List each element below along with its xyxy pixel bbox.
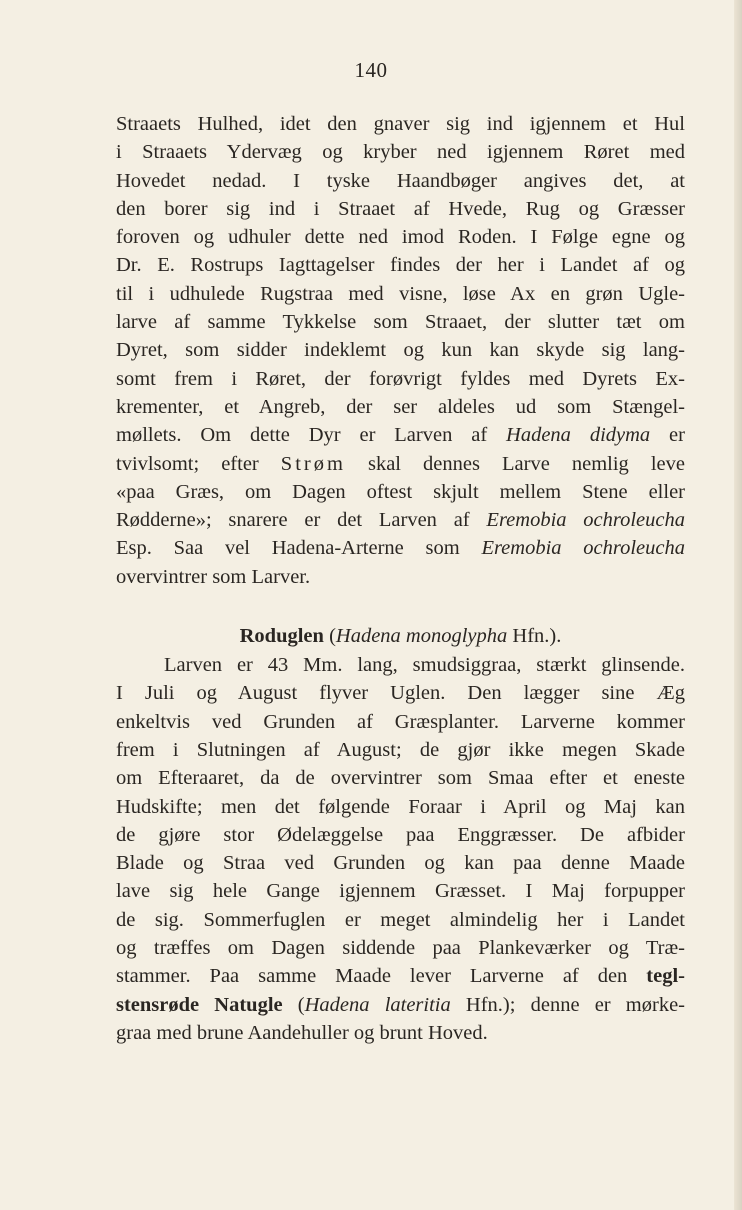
text-segment: er xyxy=(650,424,685,447)
section-heading: Roduglen (Hadena monoglypha Hfn.). xyxy=(239,625,562,648)
text-line: den borer sig ind i Straaet af Hvede, Rug og Græsser xyxy=(116,197,685,220)
text-segment: stammer. Paa samme Maade lever Larverne af den xyxy=(116,965,647,988)
heading-species: Hadena monoglypha xyxy=(335,625,508,648)
text-line: Larven er 43 Mm. lang, smudsiggraa, stærkt glinsende. xyxy=(164,654,685,677)
text-line xyxy=(116,506,685,534)
text-line xyxy=(116,534,685,562)
text-line: «paa Græs, om Dagen oftest skjult mellem Stene eller xyxy=(116,480,685,503)
text-line: de sig. Sommerfuglen er meget almindelig her i Landet xyxy=(116,908,685,931)
text-line: krementer, et Angreb, der ser aldeles ud som Stængel- xyxy=(116,395,685,418)
text-line: somt frem i Røret, der forøvrigt fyldes med Dyrets Ex- xyxy=(116,367,685,390)
text-line: Blade og Straa ved Grunden og kan paa denne Maade xyxy=(116,852,685,875)
text-line: overvintrer som Larver. xyxy=(116,565,311,588)
text-line: og træffes om Dagen siddende paa Plankeværker og Træ- xyxy=(116,937,685,960)
text-segment: tvivlsomt; efter xyxy=(116,452,281,475)
text-line: frem i Slutningen af August; de gjør ikke megen Skade xyxy=(116,738,685,761)
text-segment: møllets. Om dette Dyr er Larven af xyxy=(116,424,507,447)
text-line: foroven og udhuler dette ned imod Roden. I Følge egne og xyxy=(116,226,685,249)
text-segment: Hfn.); denne er mørke- xyxy=(450,993,685,1016)
text-line: i Straaets Ydervæg og kryber ned igjennem Røret med xyxy=(116,141,685,164)
text-line: enkeltvis ved Grunden af Græsplanter. Larverne kommer xyxy=(116,710,685,733)
text-line: Dyret, som sidder indeklemt og kun kan skyde sig lang- xyxy=(116,339,685,362)
heading-title: Roduglen xyxy=(239,625,324,648)
species-common-name: tegl- xyxy=(646,965,685,988)
species-name: Eremobia ochroleucha xyxy=(486,509,685,532)
text-line: Hudskifte; men det følgende Foraar i April og Maj kan xyxy=(116,795,685,818)
species-common-name: stensrøde Natugle xyxy=(116,993,283,1016)
text-line: Straaets Hulhed, idet den gnaver sig ind igjennem et Hul xyxy=(116,113,685,135)
text-line: Hovedet nedad. I tyske Haandbøger angives det, at xyxy=(116,169,685,192)
text-line xyxy=(116,421,685,449)
text-line: Dr. E. Rostrups Iagttagelser findes der her i Landet af og xyxy=(116,254,685,277)
species-name: Eremobia ochroleucha xyxy=(481,537,685,560)
text-segment: skal dennes Larve nemlig leve xyxy=(345,452,685,475)
text-line: I Juli og August flyver Uglen. Den lægger sine Æg xyxy=(116,682,685,705)
text-line: stensrøde Natugle (Hadena lateritia Hfn.); denne er mørke- xyxy=(116,993,685,1016)
species-name: Hadena didyma xyxy=(506,424,651,447)
text-line: lave sig hele Gange igjennem Græsset. I Maj forpupper xyxy=(116,880,685,903)
text-line: om Efteraaret, da de overvintrer som Smaa efter et eneste xyxy=(116,767,685,790)
text-line: de gjøre stor Ødelæggelse paa Enggræsser. De afbider xyxy=(116,823,685,846)
text-line: til i udhulede Rugstraa med visne, løse Ax en grøn Ugle- xyxy=(116,282,685,305)
species-name: Hadena lateritia xyxy=(304,993,451,1016)
page-edge xyxy=(734,0,742,1210)
author-name: Strøm xyxy=(280,452,346,475)
text-line: larve af samme Tykkelse som Straaet, der slutter tæt om xyxy=(116,311,685,334)
text-segment: Rødderne»; snarere er det Larven af xyxy=(116,509,487,532)
page-number: 140 xyxy=(354,58,388,82)
text-block xyxy=(116,110,685,1047)
text-line xyxy=(116,962,685,990)
text-segment: Esp. Saa vel Hadena-Arterne som xyxy=(116,537,482,560)
text-line: graa med brune Aandehuller og brunt Hoved. xyxy=(116,1021,488,1044)
text-line xyxy=(116,450,685,478)
